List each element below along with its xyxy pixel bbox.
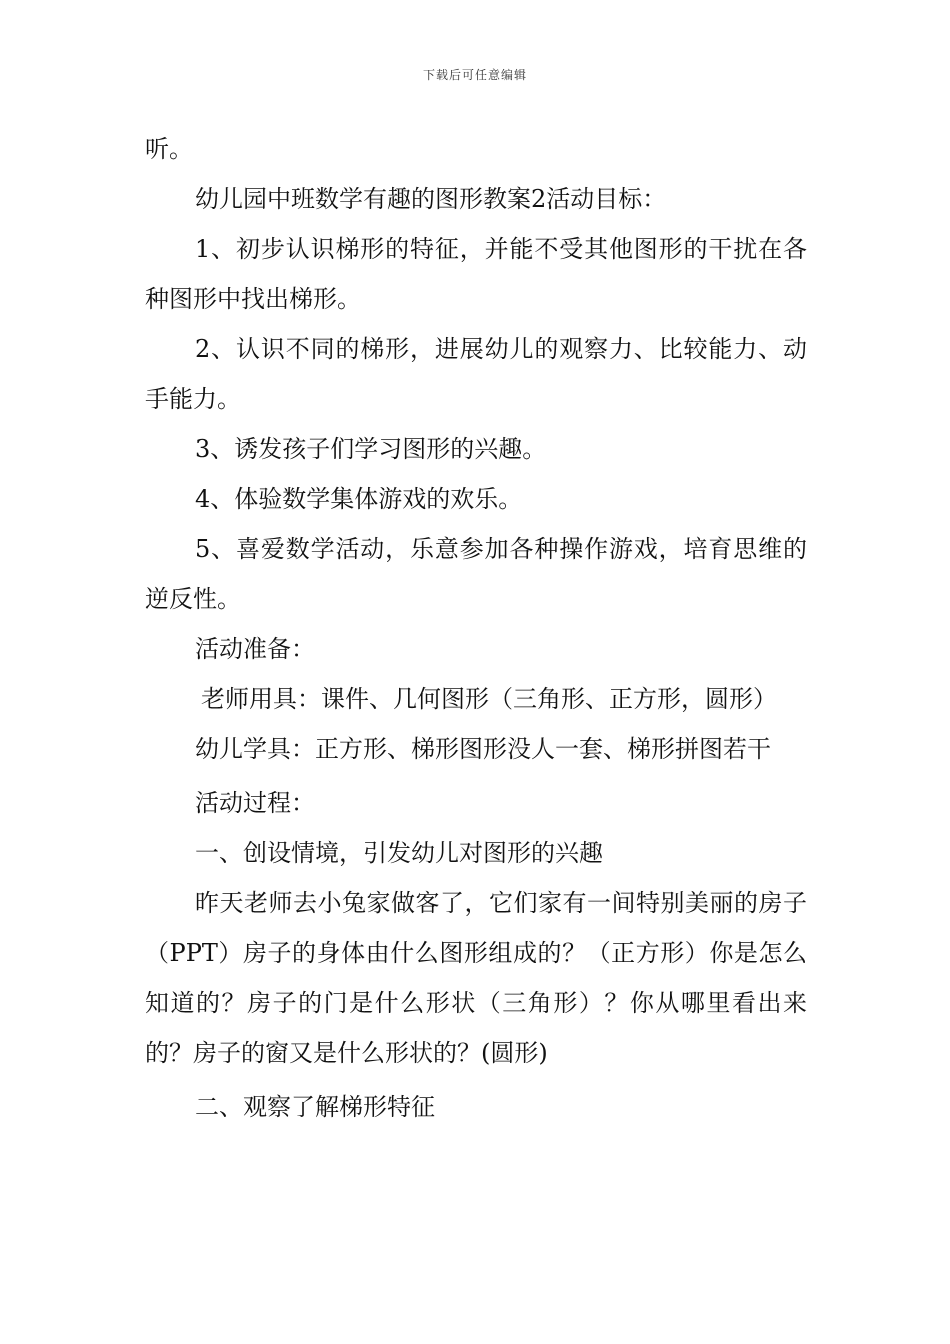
paragraph-preparation-heading: 活动准备： — [195, 635, 315, 663]
paragraph-objective-2: 2、认识不同的梯形，进展幼儿的观察力、比较能力、动手能力。 — [145, 335, 807, 413]
paragraph-teacher-materials: 老师用具：课件、几何图形（三角形、正方形，圆形） — [201, 685, 777, 713]
paragraph-objective-5: 5、喜爱数学活动，乐意参加各种操作游戏，培育思维的逆反性。 — [145, 535, 807, 613]
page-header: 下载后可任意编辑 — [422, 68, 527, 82]
paragraph-objective-3: 3、诱发孩子们学习图形的兴趣。 — [195, 435, 547, 463]
paragraph-step-1-content: 昨天老师去小兔家做客了，它们家有一间特别美丽的房子（PPT）房子的身体由什么图形组成的？（正方形）你是怎么知道的？房子的门是什么形状（三角形）？你从哪里看出来的？房子的窗又是什么形状的？(圆形) — [145, 889, 807, 1067]
paragraph-objective-1: 1、初步认识梯形的特征，并能不受其他图形的干扰在各种图形中找出梯形。 — [145, 235, 807, 313]
paragraph-process-heading: 活动过程： — [195, 789, 315, 817]
document-body — [145, 124, 807, 1132]
paragraph-continuation: 听。 — [145, 135, 193, 163]
paragraph-objective-4: 4、体验数学集体游戏的欢乐。 — [195, 485, 523, 513]
paragraph-step-1-heading: 一、创设情境，引发幼儿对图形的兴趣 — [195, 839, 603, 867]
paragraph-step-2-heading: 二、观察了解梯形特征 — [195, 1093, 435, 1121]
paragraph-child-materials: 幼儿学具：正方形、梯形图形没人一套、梯形拼图若干 — [195, 735, 771, 763]
paragraph-objectives-heading: 幼儿园中班数学有趣的图形教案2活动目标： — [195, 185, 667, 213]
